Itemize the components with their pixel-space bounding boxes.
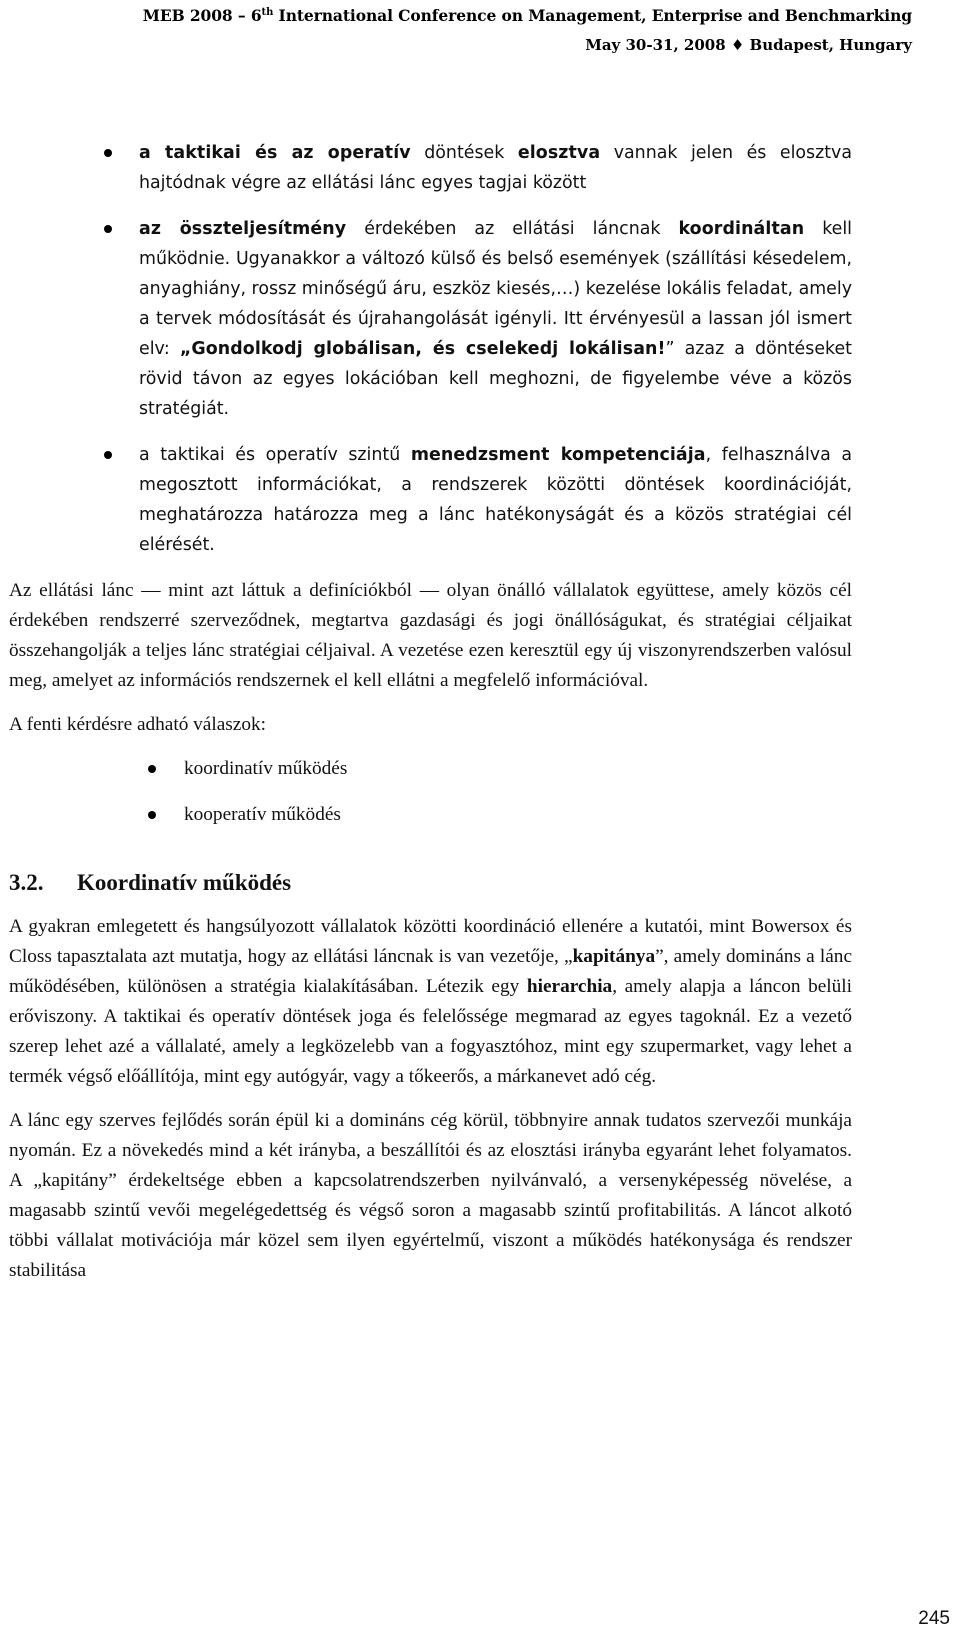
bold-text-run: kapitánya <box>572 946 656 967</box>
bullet-icon <box>104 149 112 157</box>
bold-text-run: a taktikai és az operatív <box>139 143 411 163</box>
page-number: 245 <box>918 1608 950 1629</box>
bullet-item <box>9 214 852 424</box>
conference-title-end: International Conference on Management, Enterprise and Benchmarking <box>273 6 912 25</box>
bullet-item <box>9 138 852 198</box>
text-run: kell működnie. Ugyanakkor a változó külső és belső események (szállítási késedelem, anyaghiány, rossz minőségű áru, eszköz kiesés,…) kezelése lokális feladat, amely a tervek módosítását és újrahangolását igényli. Itt érvényesül a lassan jól ismert elv: <box>139 219 853 359</box>
bold-text-run: menedzsment kompetenciája <box>410 445 706 465</box>
text-run: , amely alapja a láncon belüli erőviszony. A taktikai és operatív döntések joga és felelőssége megmarad az egyes tagoknál. Ez a vezető szerep lehet azé a vállalaté, amely a legközelebb van a fogyasztóhoz, mint egy szupermarket, vagy lehet a termék végső előállítója, mint egy autógyár, vagy a tőkeerős, a márkanevet adó cég. <box>9 976 852 1087</box>
bold-text-run: elosztva <box>517 143 601 163</box>
answer-text: koordinatív működés <box>184 758 348 779</box>
paragraph-supply-chain: Az ellátási lánc — mint azt láttuk a definíciókból — olyan önálló vállalatok együttese, amely közös cél érdekében rendszerré szerveződnek, megtartva gazdasági és jogi önállóságukat, és stratégiai céljaikat összehangolják a teljes lánc stratégiai céljaival. A vezetése ezen keresztül egy új viszonyrendszerben valósul meg, amelyet az információs rendszernek el kell ellátni a megfelelő információval. <box>9 580 852 691</box>
bold-text-run: hierarchia <box>526 976 613 997</box>
answer-text: kooperatív működés <box>184 804 341 825</box>
text-run: a taktikai és operatív szintű <box>139 445 411 465</box>
bold-text-run: koordináltan <box>678 219 805 239</box>
section-title: Koordinatív működés <box>77 870 292 895</box>
bullet-list-principles <box>9 138 852 560</box>
answer-item <box>9 754 852 800</box>
answer-list <box>9 754 852 846</box>
bullet-icon <box>148 765 156 773</box>
text-run: vannak jelen és elosztva hajtódnak végre az ellátási lánc egyes tagjai között <box>139 143 852 193</box>
section-number: 3.2. <box>9 870 44 895</box>
answer-item <box>9 800 852 846</box>
bold-text-run: „Gondolkodj globálisan, és cselekedj lokálisan! <box>179 339 666 359</box>
bold-text-run: az összteljesítmény <box>139 219 347 239</box>
bullet-icon <box>104 451 112 459</box>
bullet-item <box>9 440 852 560</box>
text-run: A gyakran emlegetett és hangsúlyozott vállalatok közötti koordináció ellenére a kutatói, mint Bowersox és Closs tapasztalata azt mutatja, hogy az ellátási láncnak is van vezetője, „ <box>9 916 852 967</box>
paragraph-chain-development: A lánc egy szerves fejlődés során épül ki a domináns cég körül, többnyire annak tudatos szervezői munkája nyomán. Ez a növekedés mind a két irányba, a beszállítói és az elosztási irányba egyaránt lehet folyamatos. A „kapitány” érdekeltsége ebben a kapcsolatrendszerben nyilvánvaló, a versenyképesség növelése, a magasabb szintű vevői megelégedettség és végső soron a magasabb szintű profitabilitás. A láncot alkotó többi vállalat motivációja már közel sem ilyen egyértelmű, viszont a működés hatékonysága és rendszer stabilitása <box>9 1110 852 1281</box>
text-run: érdekében az ellátási láncnak <box>346 219 679 239</box>
text-run: ” azaz a döntéseket rövid távon az egyes lokációban kell meghozni, de figyelembe véve a közös stratégiát. <box>139 339 852 419</box>
bullet-icon <box>148 811 156 819</box>
conference-title-start: MEB 2008 – 6 <box>142 6 262 25</box>
conference-header <box>143 6 912 25</box>
text-run: , felhasználva a megosztott információkat, a rendszerek közötti döntések koordinációját, meghatározza határozza meg a lánc hatékonyságát és a közös stratégiai cél elérését. <box>139 445 852 555</box>
text-run: döntések <box>410 143 518 163</box>
text-run: ”, amely domináns a lánc működésében, különösen a stratégia kialakításában. Létezik egy <box>9 946 853 997</box>
ordinal-suffix: th <box>261 6 274 18</box>
date-location: May 30-31, 2008 ♦ Budapest, Hungary <box>585 36 912 54</box>
page-content <box>9 138 852 1286</box>
section-heading <box>9 868 852 898</box>
paragraph-answers-intro: A fenti kérdésre adható válaszok: <box>9 714 266 735</box>
paragraph-coordination <box>9 912 852 1092</box>
bullet-icon <box>104 225 112 233</box>
